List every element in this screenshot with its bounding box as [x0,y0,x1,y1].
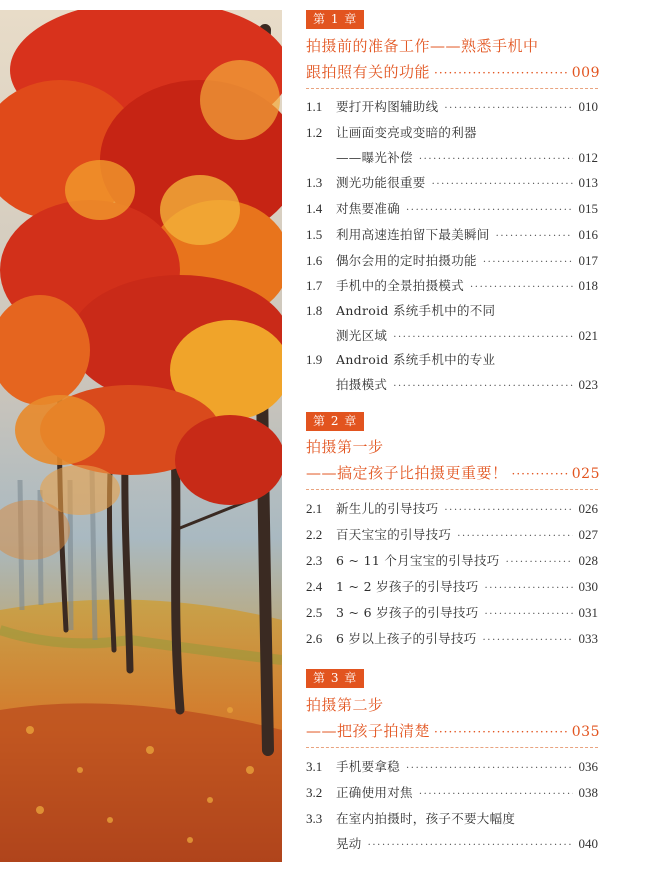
entry-number: 3.1 [306,759,323,774]
entry-number: 3.2 [306,785,323,800]
toc-entry-2-2[interactable] [306,522,598,549]
leader-dots [406,198,572,223]
entry-page-number: 017 [578,253,598,268]
leader-dots [485,602,573,627]
entry-number: 1.8 [306,303,323,318]
leader-dots [483,628,573,653]
toc-entry-1-6[interactable] [306,248,598,275]
entry-number: 3.3 [306,811,323,826]
chapter-page-number: 009 [571,65,600,81]
entry-title: 让画面变亮或变暗的利器 [336,125,477,140]
toc-entry-1-9[interactable] [306,347,598,399]
chapter-3-badge: 第 3 章 [306,669,364,688]
leader-dots [368,833,573,858]
entry-number: 2.5 [306,605,323,620]
entry-title: Android 系统手机中的专业 [336,352,496,367]
toc-entry-2-1[interactable] [306,496,598,523]
entry-title: 手机中的全景拍摄模式 [336,278,465,293]
toc-entry-3-1[interactable] [306,754,598,781]
chapter-page-number: 025 [571,466,600,482]
entry-page-number: 033 [578,631,598,646]
chapter-title-line: 拍摄第二步 [306,696,384,714]
entry-number: 2.6 [306,631,323,646]
leader-dots [434,60,568,86]
entry-number: 1.6 [306,253,323,268]
entry-title-continued: ——曝光补偿 [336,150,413,165]
leader-dots [444,96,572,121]
entry-number: 1.3 [306,175,323,190]
entry-title: 新生儿的引导技巧 [336,501,439,516]
chapter-title-line: 拍摄第一步 [306,438,384,456]
entry-number: 2.3 [306,553,323,568]
entry-page-number: 021 [578,328,598,343]
toc-entry-1-7[interactable] [306,273,598,300]
entry-number: 1.9 [306,352,323,367]
leader-dots [457,524,572,549]
entry-title: 要打开构图辅助线 [336,99,439,114]
toc-entry-1-1[interactable] [306,94,598,121]
leader-dots [419,782,573,807]
entry-page-number: 030 [578,579,598,594]
toc-entry-1-4[interactable] [306,196,598,223]
leader-dots [393,374,572,399]
chapter-3-title[interactable] [306,692,600,745]
toc-entry-1-2[interactable] [306,120,598,172]
entry-page-number: 036 [578,759,598,774]
entry-title: Android 系统手机中的不同 [336,303,496,318]
entry-page-number: 031 [578,605,598,620]
leader-dots [432,172,573,197]
leader-dots [483,250,573,275]
leader-dots [419,147,573,172]
leader-dots [485,576,573,601]
entry-title: 在室内拍摄时，孩子不要大幅度 [336,811,516,826]
entry-page-number: 026 [578,501,598,516]
entry-number: 1.4 [306,201,323,216]
entry-title-continued: 晃动 [336,836,362,851]
chapter-title-line: ——把孩子拍清楚 [306,722,431,740]
entry-page-number: 013 [578,175,598,190]
entry-number: 2.1 [306,501,323,516]
toc-entry-2-3[interactable] [306,548,598,575]
entry-title: 偶尔会用的定时拍摄功能 [336,253,477,268]
entry-title: 手机要拿稳 [336,759,401,774]
leader-dots [406,756,572,781]
entry-page-number: 018 [578,278,598,293]
leader-dots [512,461,568,487]
leader-dots [444,498,572,523]
entry-page-number: 040 [578,836,598,851]
divider [306,747,598,748]
entry-number: 2.2 [306,527,323,542]
leader-dots [434,719,568,745]
entry-title: 正确使用对焦 [336,785,413,800]
entry-title: 百天宝宝的引导技巧 [336,527,452,542]
entry-title-continued: 测光区域 [336,328,388,343]
entry-title: 测光功能很重要 [336,175,426,190]
entry-title: 6 ~ 11 个月宝宝的引导技巧 [336,553,500,568]
entry-number: 1.2 [306,125,323,140]
entry-number: 1.7 [306,278,323,293]
entry-page-number: 010 [578,99,598,114]
toc-entry-1-3[interactable] [306,170,598,197]
entry-title: 1 ~ 2 岁孩子的引导技巧 [336,579,479,594]
entry-number: 2.4 [306,579,323,594]
toc-entry-1-8[interactable] [306,298,598,350]
toc-entry-2-5[interactable] [306,600,598,627]
entry-page-number: 015 [578,201,598,216]
table-of-contents [300,0,640,871]
entry-title: 6 岁以上孩子的引导技巧 [336,631,477,646]
leader-dots [506,550,573,575]
entry-page-number: 027 [578,527,598,542]
entry-number: 1.1 [306,99,323,114]
leader-dots [470,275,572,300]
chapter-2-badge: 第 2 章 [306,412,364,431]
toc-entry-1-5[interactable] [306,222,598,249]
leader-dots [496,224,573,249]
divider [306,88,598,89]
chapter-1-badge: 第 1 章 [306,10,364,29]
chapter-title-line: 跟拍照有关的功能 [306,63,431,81]
toc-entry-2-4[interactable] [306,574,598,601]
entry-page-number: 038 [578,785,598,800]
toc-entry-3-3[interactable] [306,806,598,858]
chapter-page-number: 035 [571,724,600,740]
divider [306,489,598,490]
chapter-2-title[interactable] [306,434,600,487]
toc-entry-2-6[interactable] [306,626,598,653]
toc-entry-3-2[interactable] [306,780,598,807]
chapter-1-title[interactable] [306,33,600,86]
entry-page-number: 012 [578,150,598,165]
autumn-maple-trees-photo [0,10,282,862]
entry-page-number: 016 [578,227,598,242]
entry-title: 对焦要准确 [336,201,401,216]
entry-number: 1.5 [306,227,323,242]
entry-page-number: 023 [578,377,598,392]
entry-title: 利用高速连拍留下最美瞬间 [336,227,490,242]
entry-title-continued: 拍摄模式 [336,377,388,392]
chapter-title-line: 拍摄前的准备工作——熟悉手机中 [306,37,539,55]
entry-page-number: 028 [578,553,598,568]
entry-title: 3 ~ 6 岁孩子的引导技巧 [336,605,479,620]
chapter-title-line: ——搞定孩子比拍摄更重要！ [306,464,508,482]
